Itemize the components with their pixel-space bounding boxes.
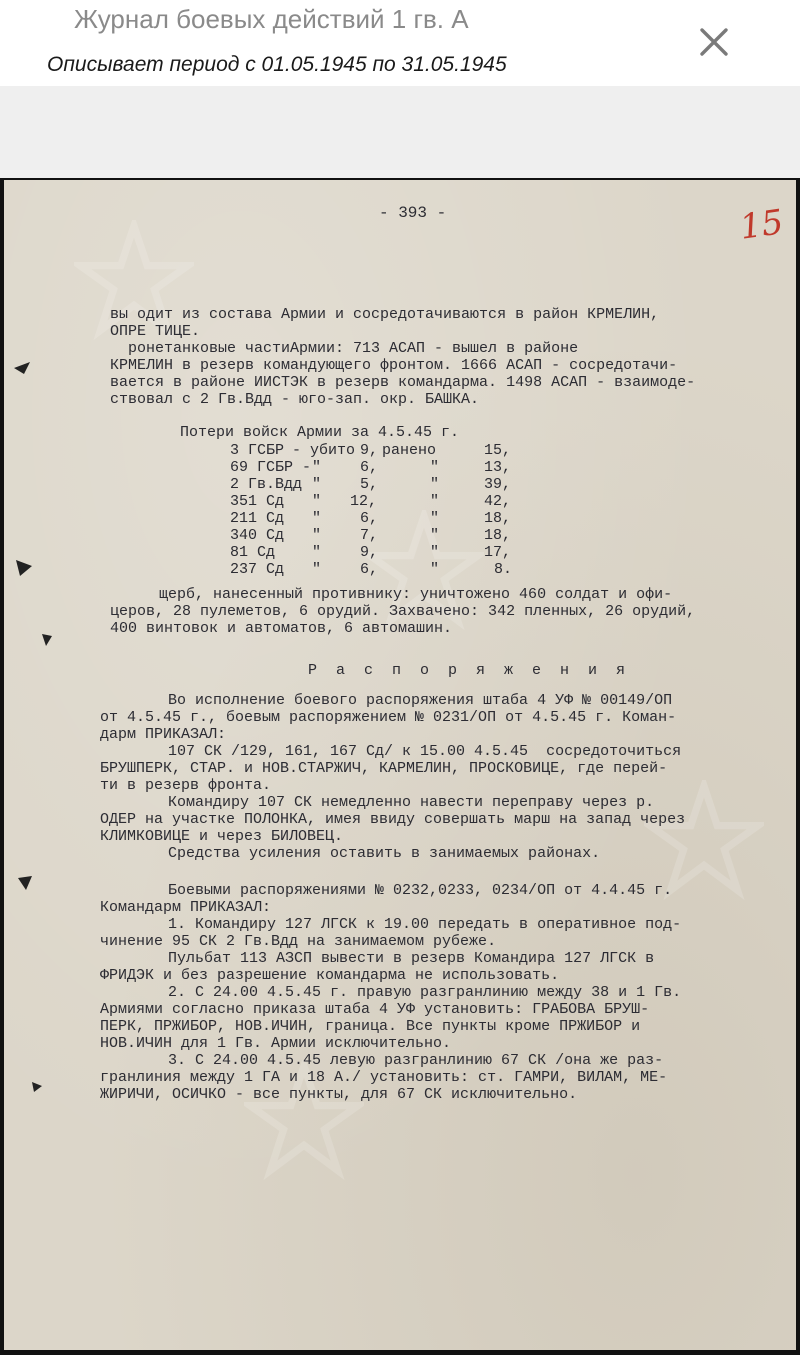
text-line: ОПРЕ ТИЦЕ. (110, 323, 201, 340)
text-line: вается в районе ИИСТЭК в резерв командарма. 1498 АСАП - взаимоде- (110, 374, 696, 391)
text-line: ронетанковые частиАрмии: 713 АСАП - вышел в районе (110, 340, 579, 357)
text-line: щерб, нанесенный противнику: уничтожено 460 солдат и офи- (150, 586, 673, 603)
period-subtitle: Описывает период с 01.05.1945 по 31.05.1945 (47, 53, 507, 76)
text-line: ОДЕР на участке ПОЛОНКА, имея ввиду совершать марш на запад через (100, 811, 686, 828)
typed-document: - 393 - 15 вы одит из состава Армии и сосредотачиваются в район КРМЕЛИН, ОПРЕ ТИЦЕ. ронетанковые частиАрмии: 713 АСАП - вышел в районе КРМЕЛИН в резерв командующего фронтом. 1666 АСАП - сосредотачи- вается в районе ИИСТЭК в резерв командарма. 1498 АСАП - взаимоде- ствовал с 2 Гв.Вдд - юго-зап. окр. БАШКА. Потери войск Армии за 4.5.45 г. 3 ГСБР - убито 9, ранено 15, 69 ГСБР - " 6, " 13, 2 Гв.Вдд " 5, " 39, 351 Сд " 12, " 42, 211 Сд " 6, " 18, 340 Сд " 7, " 18, 81 Сд " 9, " 17, 237 Сд " 6, " 8. щерб, нанесенный противнику: уничтожено 460 солдат и офи- церов, 28 пулеметов, 6 орудий. Захвачено: 342 пленных, 26 орудий, 400 винтовок и автоматов, 6 автомашин. Р а с п о р я ж е н и я Во исполнение боевого распоряжения штаба 4 УФ № 00149/ОП от 4.5.45 г., боевым распоряжением № 0231/ОП от 4.5.45 г. Коман- дарм ПРИКАЗАЛ: 107 СК /129, 161, 167 Сд/ к 15.00 4.5.45 сосредоточиться БРУШПЕРК, СТАР. и НОВ.СТАРЖИЧ, КАРМЕЛИН, ПРОСКОВИЦЕ, где перей- ти в резерв фронта. Командиру 107 СК немедленно навести переправу через р. ОДЕР на участке ПОЛОНКА, имея ввиду совершать марш на запад через КЛИМКОВИЦЕ и через БИЛОВЕЦ. Средства усиления оставить в занимаемых районах. Боевыми распоряжениями № 0232,0233, 0234/ОП от 4.4.45 г. Командарм ПРИКАЗАЛ: 1. Командиру 127 ЛГСК к 19.00 передать в оперативное под- чинение 95 СК 2 Гв.Вдд на занимаемом рубеже. Пульбат 113 АЗСП вывести в резерв Командира 127 ЛГСК в ФРИДЭК и без разрешение командарма не использовать. 2. С 24.00 4.5.45 г. правую разгранлинию между 38 и 1 Гв. Армиями согласно приказа штаба 4 УФ установить: ГРАБОВА БРУШ- ПЕРК, ПРЖИБОР, НОВ.ИЧИН, граница. Все пункты кроме ПРЖИБОР и НОВ.ИЧИН для 1 Гв. Армии исключительно. 3. С 24.00 4.5.45 левую разгранлинию 67 СК /она же раз- гранлиния между 1 ГА и 18 А./ установить: ст. ГАМРИ, ВИЛАМ, МЕ- ЖИРИЧИ, ОСИЧКО - все пункты, для 67 СК исключительно. (100, 202, 786, 1103)
text-line: Средства усиления оставить в занимаемых районах. (150, 845, 601, 862)
text-line: 400 винтовок и автоматов, 6 автомашин. (110, 620, 453, 637)
text-line: 3. С 24.00 4.5.45 левую разгранлинию 67 СК /она же раз- (150, 1052, 664, 1069)
text-line: ствовал с 2 Гв.Вдд - юго-зап. окр. БАШКА. (110, 391, 480, 408)
text-line: Боевыми распоряжениями № 0232,0233, 0234/ОП от 4.4.45 г. (150, 882, 673, 899)
text-line: НОВ.ИЧИН для 1 Гв. Армии исключительно. (100, 1035, 452, 1052)
text-line: церов, 28 пулеметов, 6 орудий. Захвачено: 342 пленных, 26 орудий, (110, 603, 696, 620)
text-line: ЖИРИЧИ, ОСИЧКО - все пункты, для 67 СК исключительно. (100, 1086, 578, 1103)
document-page (4, 180, 796, 1350)
document-viewer[interactable] (0, 178, 800, 1355)
text-line: КРМЕЛИН в резерв командующего фронтом. 1666 АСАП - сосредотачи- (110, 357, 678, 374)
orders-heading: Р а с п о р я ж е н и я (308, 662, 631, 679)
text-line: чинение 95 СК 2 Гв.Вдд на занимаемом рубеже. (100, 933, 497, 950)
close-button[interactable] (692, 20, 736, 64)
text-line: дарм ПРИКАЗАЛ: (100, 726, 227, 743)
close-icon (692, 20, 736, 64)
text-line: Во исполнение боевого распоряжения штаба 4 УФ № 00149/ОП (150, 692, 673, 709)
text-line: Командиру 107 СК немедленно навести переправу через р. (150, 794, 655, 811)
toolbar-spacer (0, 86, 800, 178)
journal-title: Журнал боевых действий 1 гв. А (74, 4, 469, 34)
text-line: гранлиния между 1 ГА и 18 А./ установить: ст. ГАМРИ, ВИЛАМ, МЕ- (100, 1069, 668, 1086)
app-header (0, 0, 800, 86)
handwritten-sheet-number: 15 (737, 202, 786, 248)
text-line: Пульбат 113 АЗСП вывести в резерв Командира 127 ЛГСК в (150, 950, 655, 967)
text-line: Армиями согласно приказа штаба 4 УФ установить: ГРАБОВА БРУШ- (100, 1001, 650, 1018)
text-line: 1. Командиру 127 ЛГСК к 19.00 передать в оперативное под- (150, 916, 682, 933)
text-line: ти в резерв фронта. (100, 777, 272, 794)
text-line: ПЕРК, ПРЖИБОР, НОВ.ИЧИН, граница. Все пункты кроме ПРЖИБОР и (100, 1018, 641, 1035)
text-line: от 4.5.45 г., боевым распоряжением № 0231/ОП от 4.5.45 г. Коман- (100, 709, 677, 726)
text-line: вы одит из состава Армии и сосредотачиваются в район КРМЕЛИН, (110, 306, 660, 323)
text-line: ФРИДЭК и без разрешение командарма не использовать. (100, 967, 560, 984)
losses-title: Потери войск Армии за 4.5.45 г. (180, 424, 460, 441)
text-line: Командарм ПРИКАЗАЛ: (100, 899, 272, 916)
page-number: - 393 - (379, 204, 447, 222)
text-line: БРУШПЕРК, СТАР. и НОВ.СТАРЖИЧ, КАРМЕЛИН, ПРОСКОВИЦЕ, где перей- (100, 760, 668, 777)
text-line: 107 СК /129, 161, 167 Сд/ к 15.00 4.5.45 сосредоточиться (150, 743, 682, 760)
text-line: 2. С 24.00 4.5.45 г. правую разгранлинию между 38 и 1 Гв. (150, 984, 682, 1001)
text-line: КЛИМКОВИЦЕ и через БИЛОВЕЦ. (100, 828, 344, 845)
